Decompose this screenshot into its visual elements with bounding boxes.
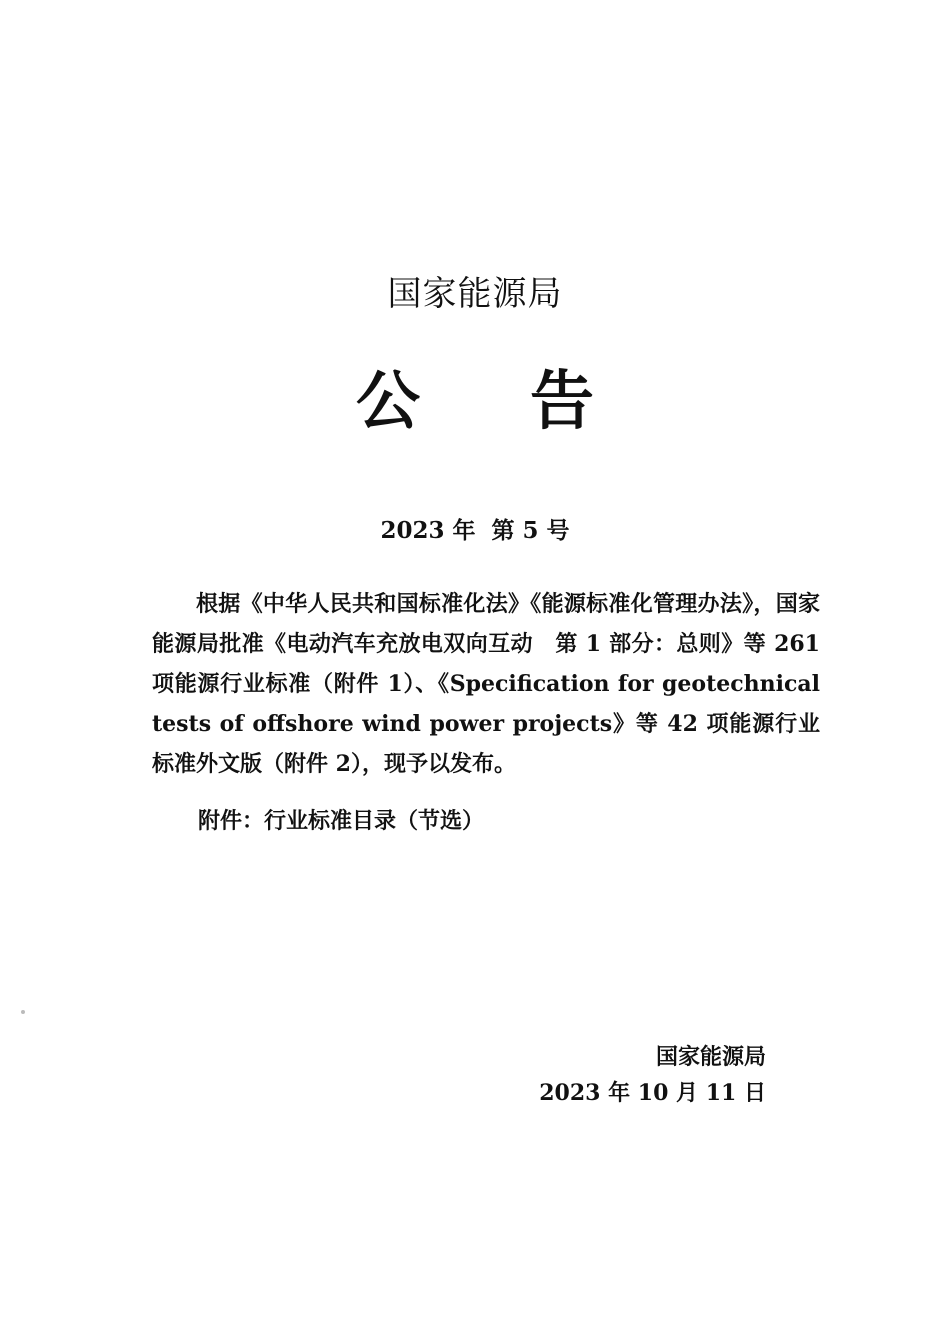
announcement-body: 根据《中华人民共和国标准化法》《能源标准化管理办法》，国家能源局批准《电动汽车充放电双向互动 第 1 部分：总则》等 261 项能源行业标准（附件 1）、《Specification for geotechnical tests of offshore wind power projects》等 42 项能源行业标准外文版（附件 2），现予以发布。 — [152, 591, 820, 777]
attachment-line: 附件：行业标准目录（节选） — [198, 808, 485, 834]
signature-date: 2023 年 10 月 11 日 — [539, 1080, 766, 1106]
signature-organization: 国家能源局 — [655, 1044, 766, 1070]
document-title: 公告 — [356, 365, 704, 439]
scan-speck — [21, 1010, 25, 1014]
issuing-agency: 国家能源局 — [387, 274, 563, 314]
document-number: 2023 年 第 5 号 — [380, 517, 570, 544]
